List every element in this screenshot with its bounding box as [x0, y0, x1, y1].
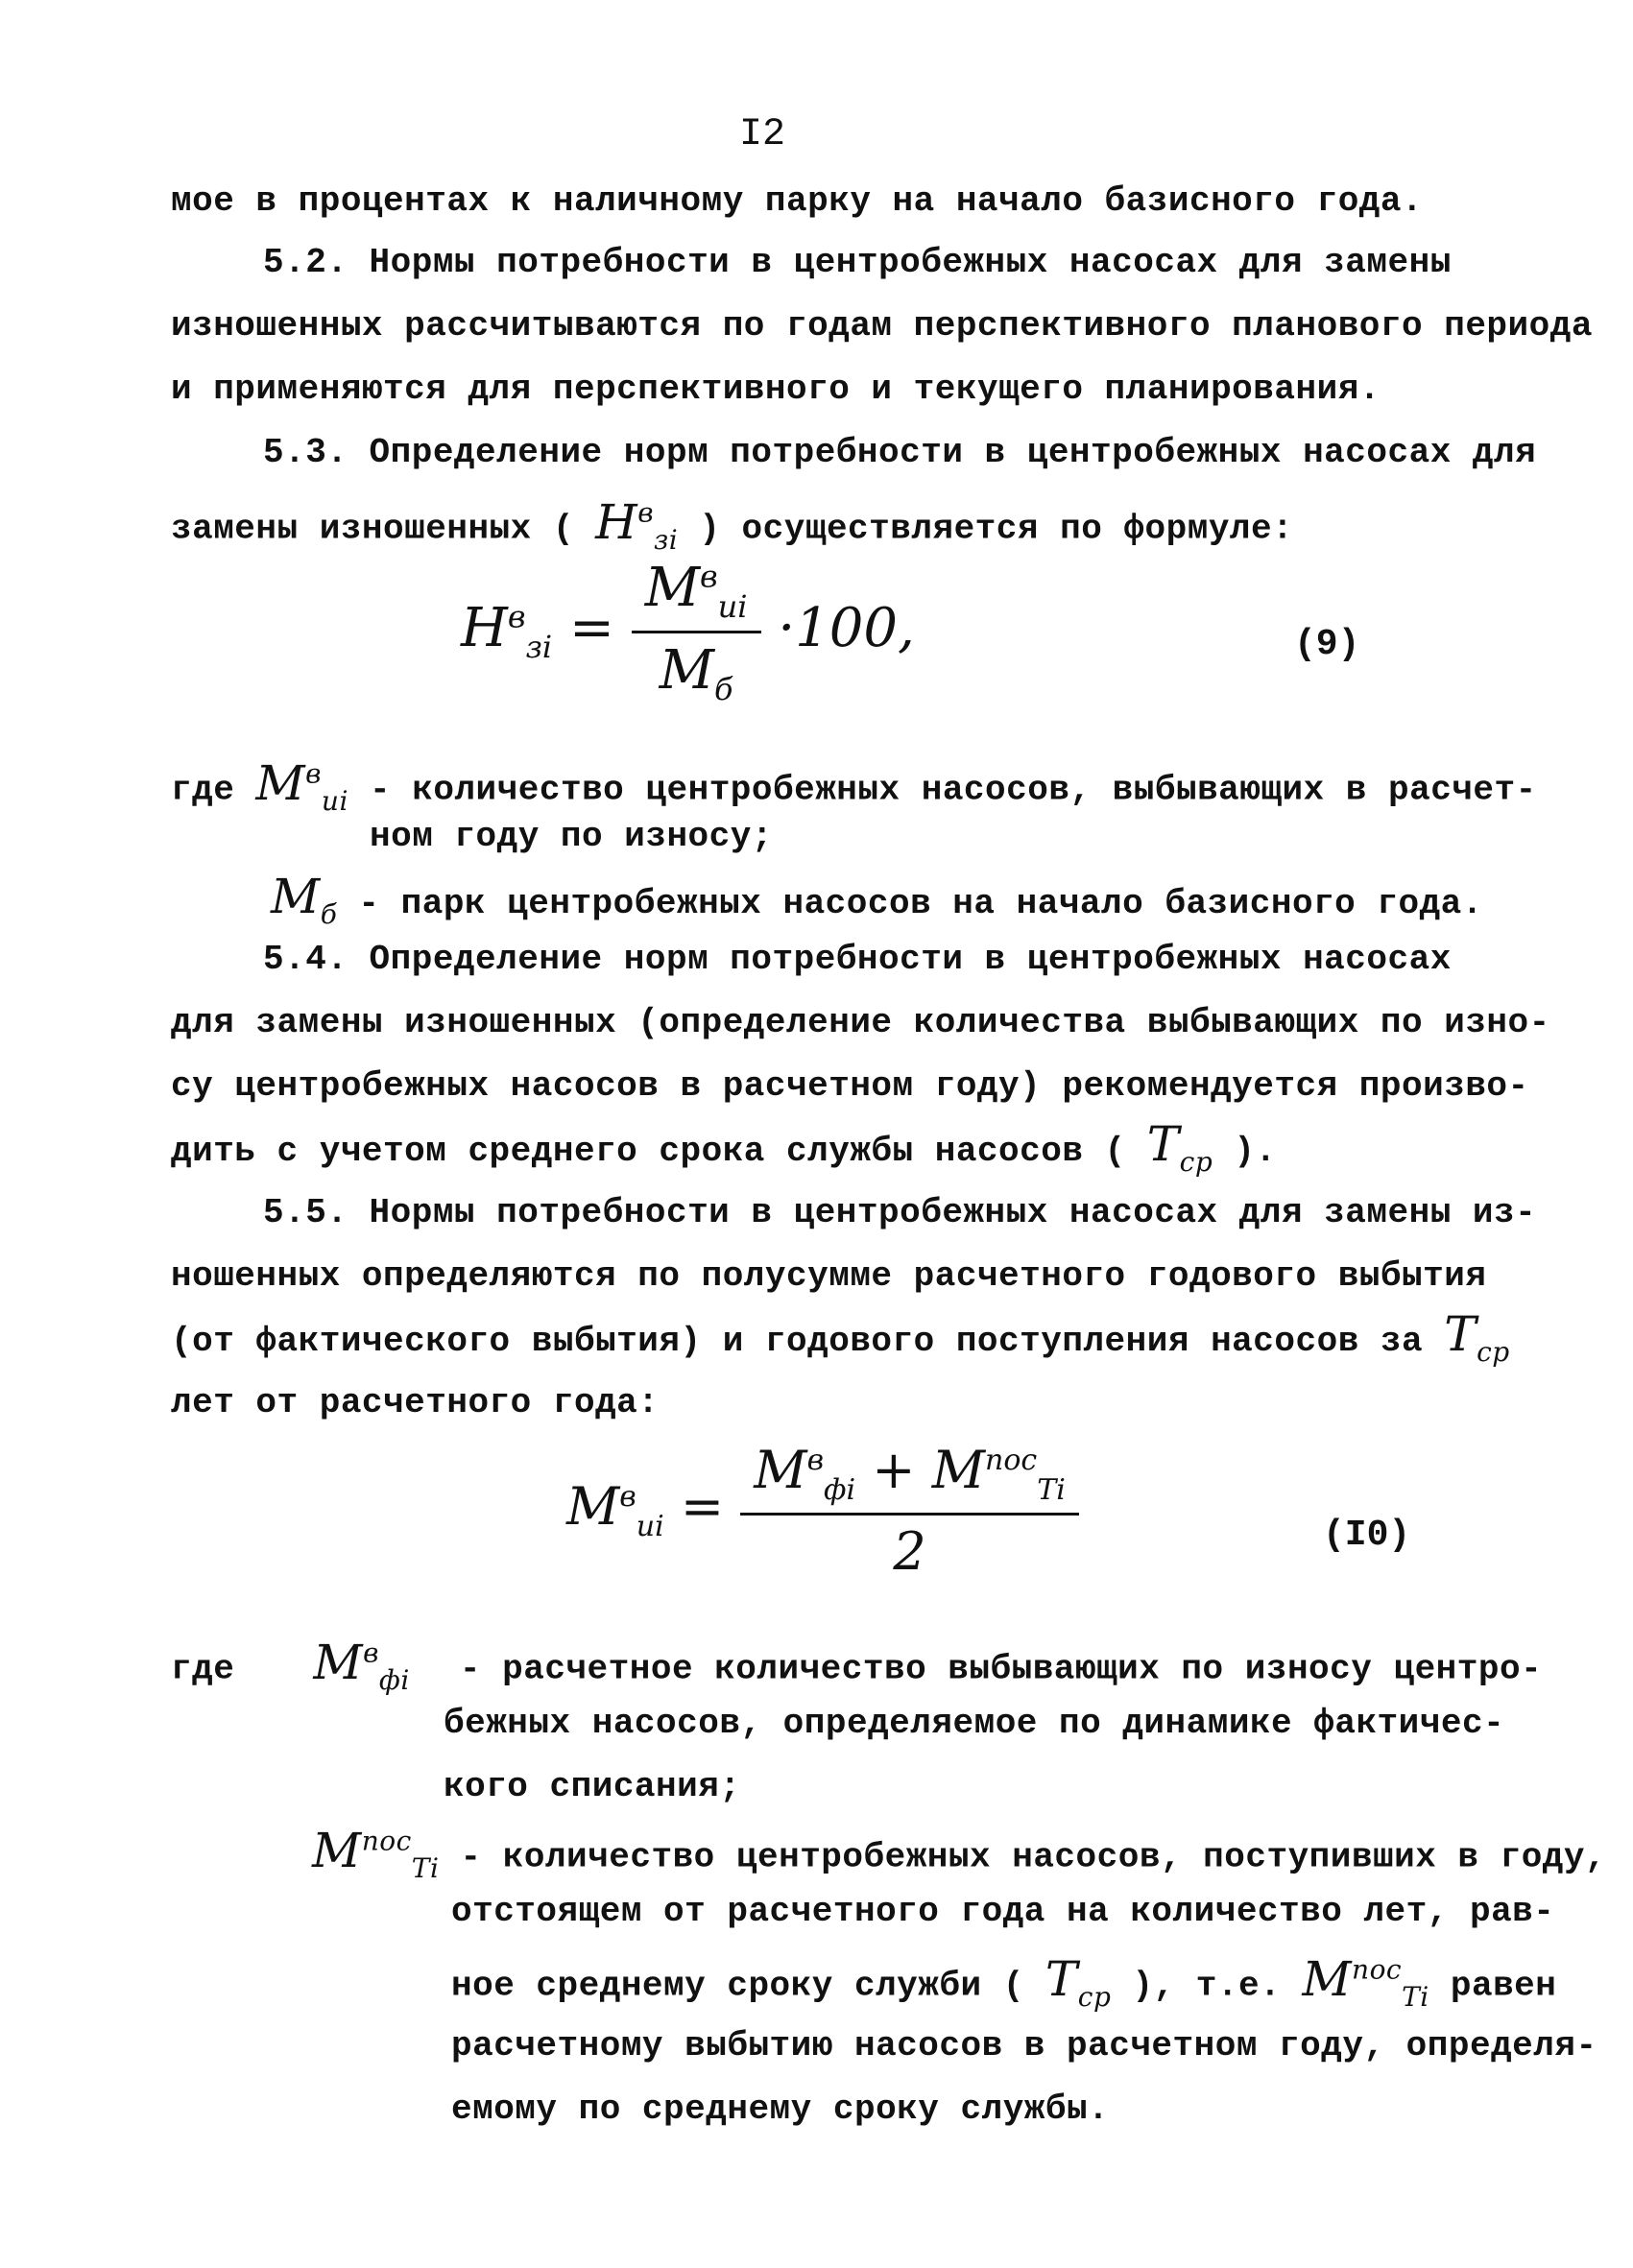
text-line: расчетному выбытию насосов в расчетном году, определя-	[451, 2026, 1597, 2065]
definition-line: $M_б$ - парк центробежных насосов на начало базисного года.	[271, 869, 1483, 930]
formula-10: $M^в_{ui}$ = $\frac{M^в_{фi} + M^{пос}_{Ti}}{2}$	[566, 1440, 1079, 1582]
symbol-M-fi: $M^в_{фi}$	[313, 1634, 410, 1696]
symbol-T-sr: $T_{ср}$	[1146, 1116, 1213, 1178]
section-5-2-line: 5.2. Нормы потребности в центробежных насосах для замены	[263, 243, 1452, 282]
symbol-T-sr: $T_{ср}$	[1045, 1950, 1112, 2013]
text-line: емому по среднему сроку службы.	[451, 2089, 1110, 2129]
formula-9-denominator: $M_б$	[659, 639, 733, 708]
equation-number-10: (I0)	[1323, 1515, 1411, 1556]
formula-10-fraction	[740, 1440, 1079, 1582]
text-line: ном году по износу;	[370, 817, 773, 856]
formula-9: $H^в_{зi}$ = $\frac{M^в_{ui}}{M_б}$ ·100,	[461, 557, 915, 708]
symbol-M-ui: $M^в_{ui}$	[255, 754, 348, 817]
formula-10-numerator: $M^в_{фi} + M^{пос}_{Ti}$	[740, 1440, 1079, 1516]
text-line: и применяются для перспективного и текущего планирования.	[171, 370, 1381, 409]
formula-10-denominator: 2	[893, 1520, 926, 1582]
formula-9-numerator: $M^в_{ui}$	[632, 557, 761, 633]
section-5-4-line: 5.4. Определение норм потребности в центробежных насосах	[263, 940, 1452, 979]
page-number: I2	[739, 113, 786, 156]
text-line: ношенных определяются по полусумме расчетного годового выбытия	[171, 1256, 1487, 1296]
text-line: изношенных рассчитываются по годам перспективного планового периода	[171, 306, 1593, 346]
symbol-M-ti: $M^{пос}_{Ti}$	[1302, 1950, 1429, 2013]
definition-line: где $M^в_{фi}$ - расчетное количество выбывающих по износу центро-	[171, 1634, 1543, 1696]
text-line: для замены изношенных (определение количества выбывающих по изно-	[171, 1003, 1550, 1042]
symbol-M-b: $M_б$	[271, 869, 338, 930]
formula-9-fraction	[632, 557, 761, 707]
section-5-3-line: 5.3. Определение норм потребности в центробежных насосах для	[263, 433, 1537, 472]
text-line-with-symbol: (от фактического выбытия) и годового поступления насосов за $T_{ср}$	[171, 1306, 1510, 1368]
text-line: мое в процентах к наличному парку на начало базисного года.	[171, 181, 1424, 221]
text-line-with-symbol	[171, 491, 1293, 561]
text-line: лет от расчетного года:	[171, 1383, 660, 1422]
definition-line: $M^{пос}_{Ti}$ - количество центробежных насосов, поступивших в году,	[312, 1822, 1607, 1884]
formula-9-tail: ·100,	[778, 597, 915, 660]
section-5-5-line: 5.5. Нормы потребности в центробежных насосах для замены из-	[263, 1193, 1537, 1232]
text-fragment: замены изношенных (	[171, 509, 574, 549]
text-line: су центробежных насосов в расчетном году) рекомендуется произво-	[171, 1066, 1529, 1106]
text-line-with-symbols: ное среднему сроку служби ( $T_{ср}$ ), т.е. $M^{пос}_{Ti}$ равен	[451, 1950, 1557, 2013]
definition-line: где $M^в_{ui}$ - количество центробежных насосов, выбывающих в расчет-	[171, 754, 1537, 817]
symbol-M-ti: $M^{пос}_{Ti}$	[312, 1822, 440, 1884]
text-fragment: ) осуществляется по формуле:	[699, 509, 1294, 549]
text-line: отстоящем от расчетного года на количество лет, рав-	[451, 1892, 1555, 1931]
text-line: бежных насосов, определяемое по динамике фактичес-	[444, 1704, 1505, 1743]
symbol-T-sr: $T_{ср}$	[1444, 1306, 1510, 1368]
symbol-H-zi: $H^в_{зi}$	[595, 493, 679, 556]
text-line: кого списания;	[444, 1767, 741, 1806]
formula-10-lhs: $M^в_{ui}$	[566, 1475, 664, 1543]
formula-9-lhs: $H^в_{зi}$	[461, 597, 553, 666]
text-line-with-symbol: дить с учетом среднего срока службы насосов ( $T_{ср}$ ).	[171, 1116, 1277, 1178]
equation-number-9: (9)	[1294, 624, 1360, 665]
